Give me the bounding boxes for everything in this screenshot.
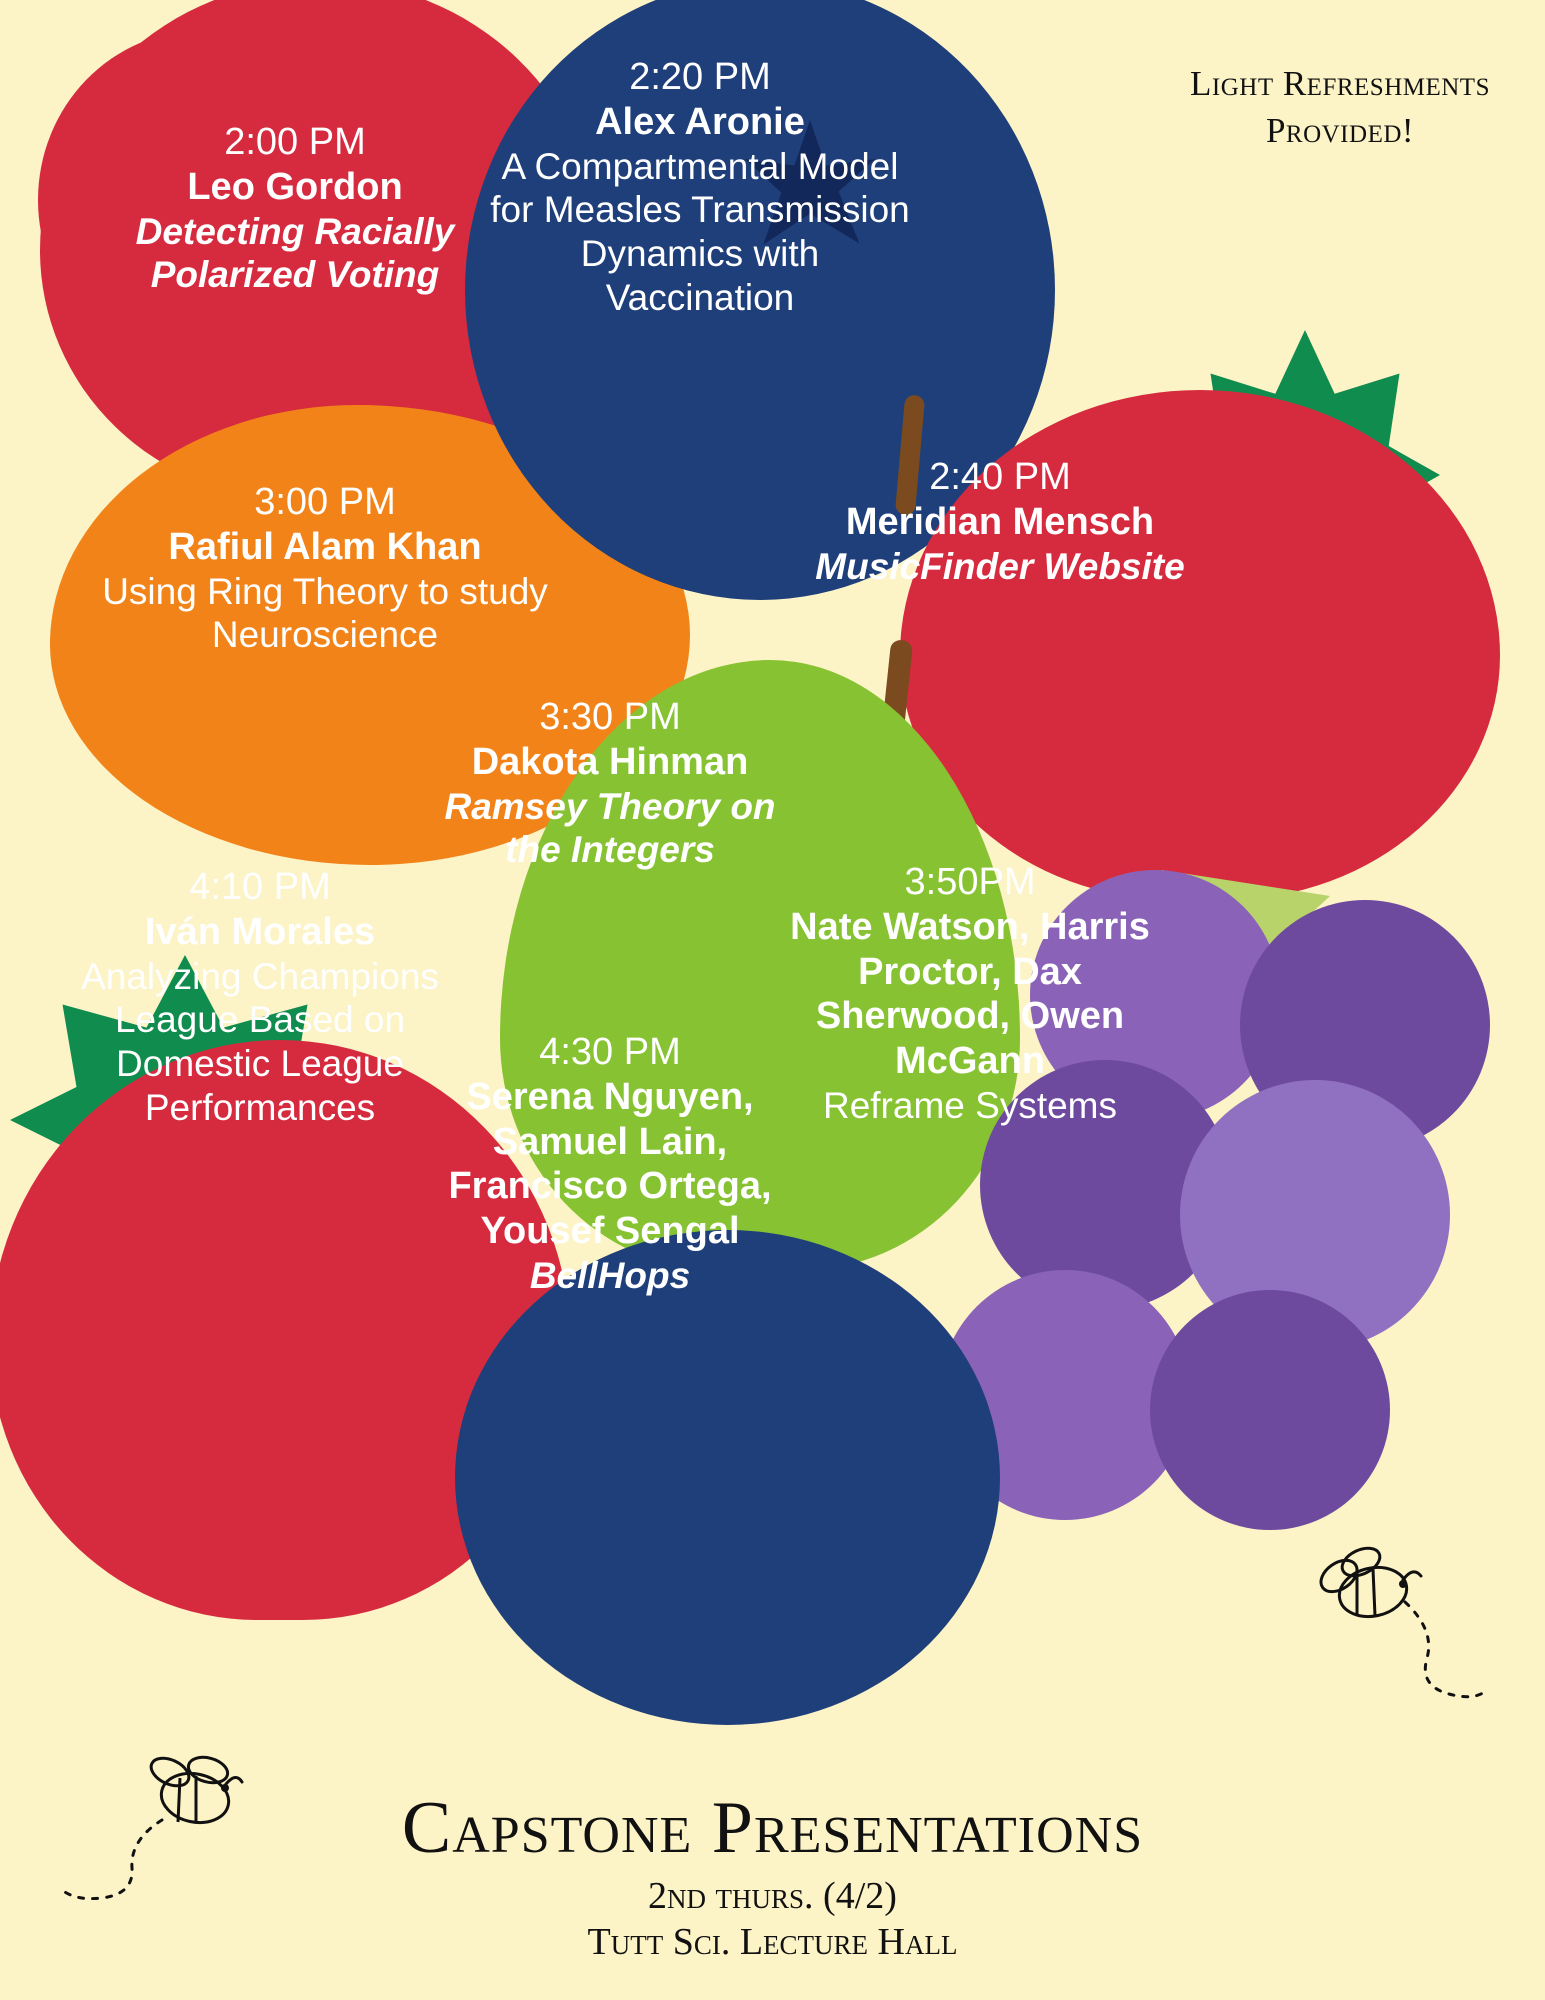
bee-icon-right (1295, 1540, 1505, 1710)
presentation-time: 2:40 PM (929, 456, 1071, 498)
presentation-entry-reframe (760, 860, 1180, 1128)
presentation-entry-bellhops (420, 1030, 800, 1298)
presenter-name: Meridian Mensch (845, 500, 1155, 543)
presentation-time: 3:50PM (904, 861, 1036, 903)
presentation-time: 4:30 PM (539, 1031, 681, 1073)
presentation-entry-mensch (790, 455, 1210, 588)
presentation-time: 2:20 PM (629, 56, 771, 98)
presentation-time: 4:10 PM (189, 866, 331, 908)
presentation-title: Reframe Systems (822, 1085, 1117, 1127)
poster-date: 2nd thurs. (4/2) (648, 1875, 897, 1917)
presenter-name: Alex Aronie (595, 100, 805, 143)
presentation-title: Ramsey Theory on the Integers (444, 785, 776, 871)
presentation-title: A Compartmental Model for Measles Transmission Dynamics with Vaccination (490, 145, 910, 318)
presentation-entry-khan (75, 480, 575, 657)
presentation-time: 3:00 PM (254, 481, 396, 523)
presentation-title: Analyzing Champions League Based on Domestic League Performances (81, 955, 439, 1128)
presentation-time: 3:30 PM (539, 696, 681, 738)
presentation-title: BellHops (529, 1255, 691, 1297)
presenter-name: Leo Gordon (187, 165, 403, 208)
poster-location: Tutt Sci. Lecture Hall (587, 1921, 958, 1963)
presentation-entry-morales (60, 865, 460, 1129)
presenter-name: Nate Watson, Harris Proctor, Dax Sherwood, Owen McGann (790, 905, 1150, 1083)
presentation-entry-gordon (60, 120, 530, 297)
presentation-entry-hinman (415, 695, 805, 872)
presentation-title: Detecting Racially Polarized Voting (135, 210, 455, 296)
refreshments-note: Light Refreshments Provided! (1190, 64, 1490, 151)
presenter-name: Iván Morales (144, 910, 376, 953)
presentation-title: MusicFinder Website (815, 545, 1185, 587)
presenter-name: Serena Nguyen, Samuel Lain, Francisco Ortega, Yousef Sengal (448, 1075, 772, 1253)
poster-title: Capstone Presentations (401, 1787, 1144, 1870)
footer (0, 1787, 1545, 1964)
presentation-entry-aronie (490, 55, 910, 319)
presenter-name: Dakota Hinman (471, 740, 749, 783)
presentation-time: 2:00 PM (224, 121, 366, 163)
presenter-name: Rafiul Alam Khan (168, 525, 482, 568)
presentation-title: Using Ring Theory to study Neuroscience (102, 570, 548, 656)
